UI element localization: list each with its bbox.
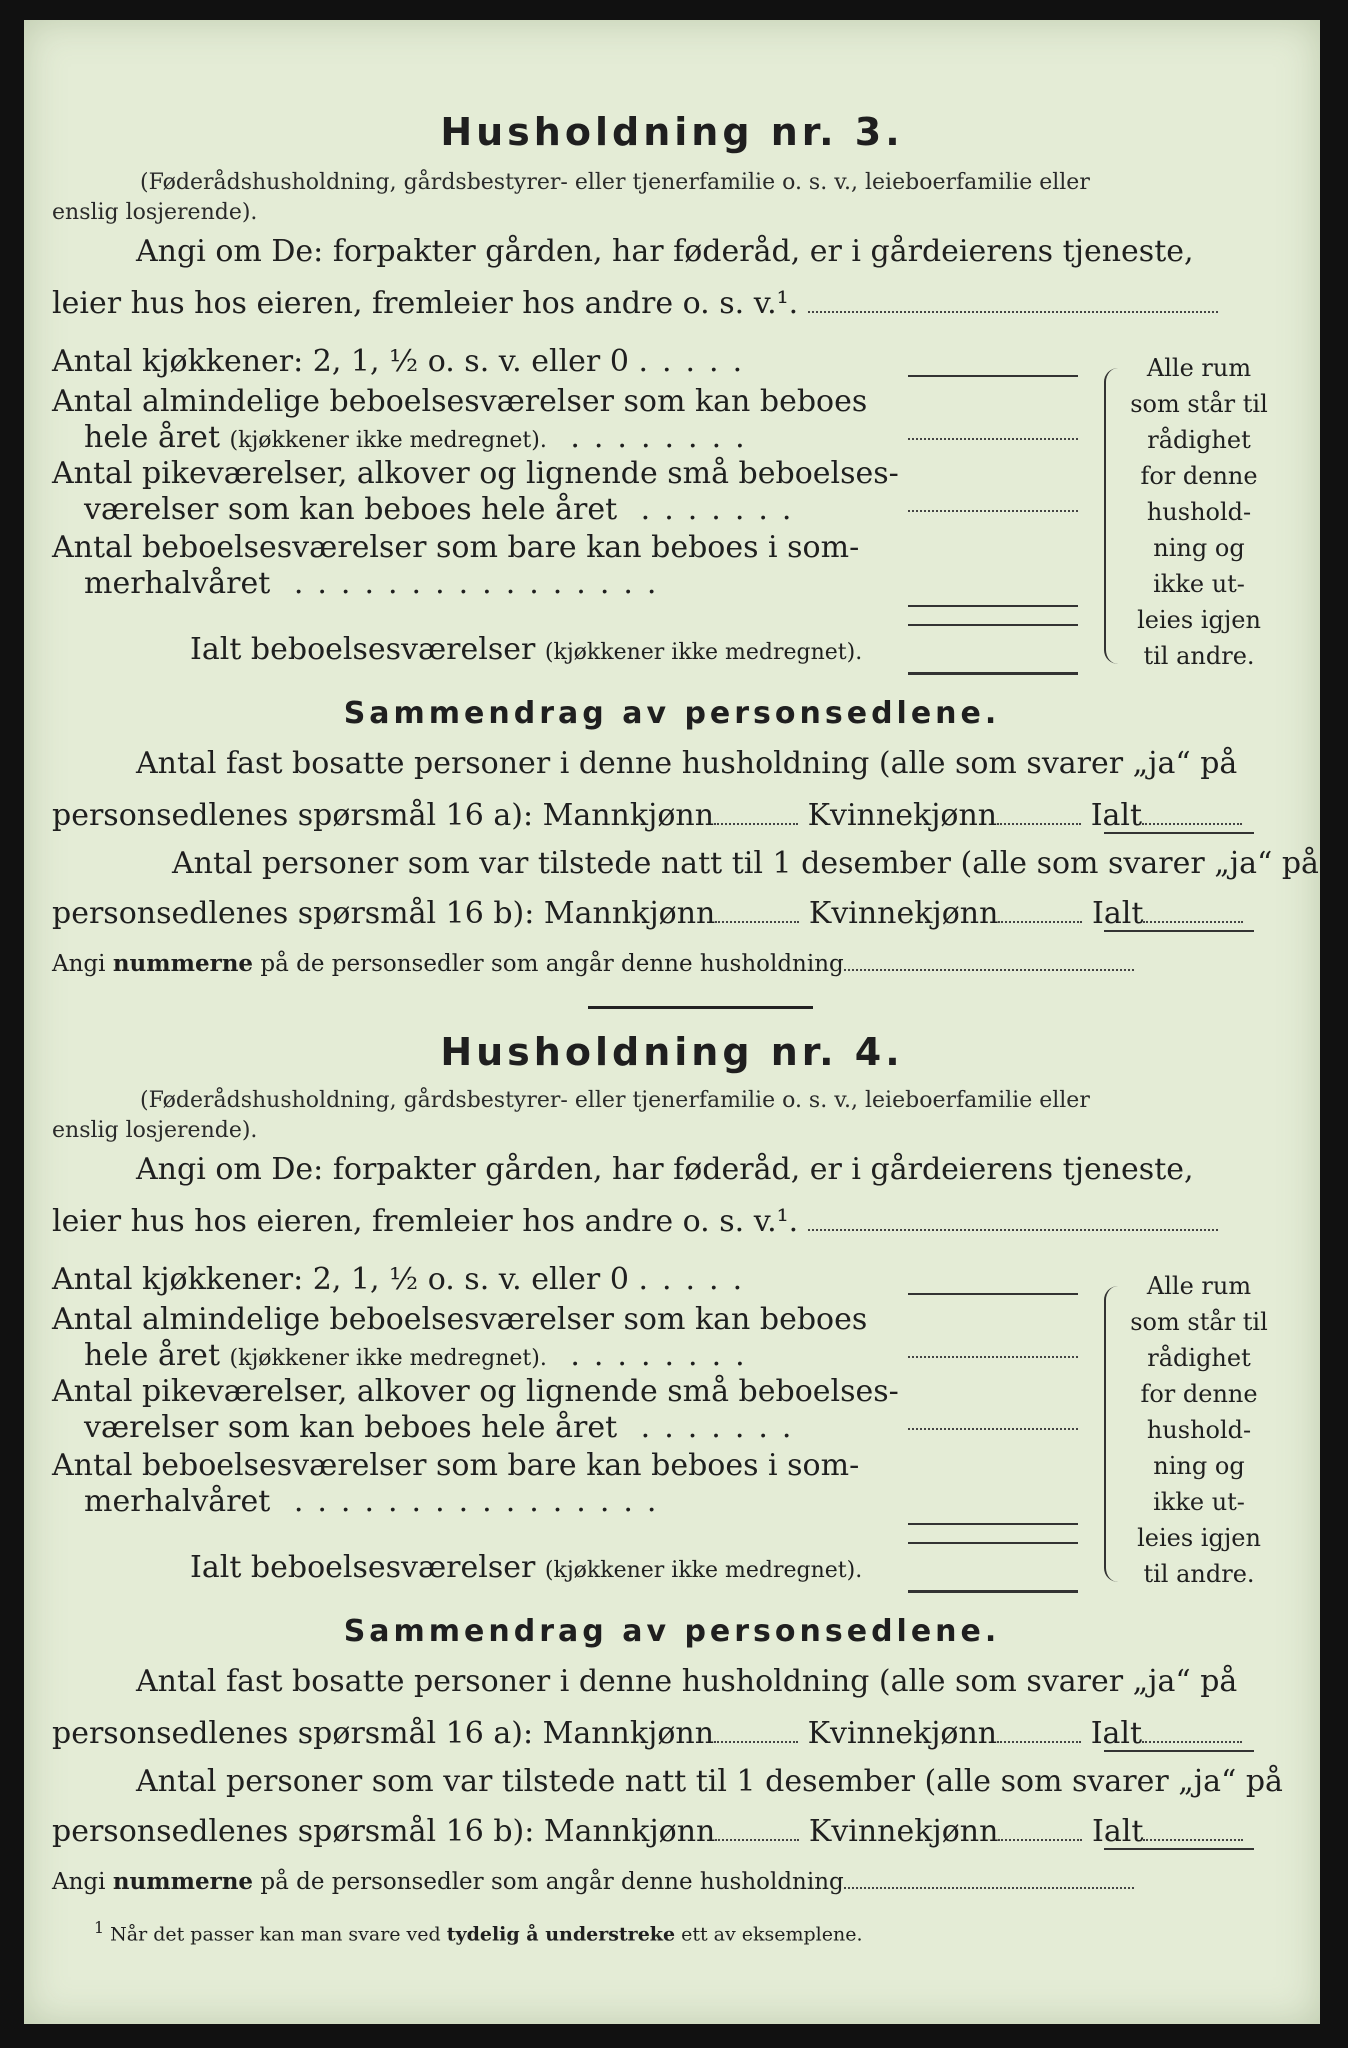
total-rooms-note: (kjøkkener ikke medregnet).: [544, 640, 863, 665]
resident-persons-ref: personsedlenes spørsmål 16 a):: [52, 798, 534, 833]
summer-rooms-answer-field[interactable]: [908, 1523, 1078, 1525]
tenure-question-cont: [52, 1204, 1218, 1239]
record-numbers-field[interactable]: [844, 1887, 1134, 1889]
ordinary-rooms-question-cont-text: hele året: [84, 420, 220, 455]
summer-rooms-question: Antal beboelsesværelser som bare kan beboes i som-: [52, 1448, 860, 1483]
footnote-text-post: ett av eksemplene.: [681, 1923, 863, 1946]
footnote: [94, 1918, 863, 1945]
record-numbers-post: på de personsedler som angår denne husholdning: [260, 951, 844, 977]
present-male-field[interactable]: [715, 1839, 799, 1841]
summer-rooms-total-rule: [908, 1542, 1078, 1544]
resident-total-field[interactable]: [1142, 1741, 1242, 1743]
total-rooms-question: [190, 1550, 862, 1585]
kitchens-answer-field[interactable]: [908, 375, 1078, 377]
rooms-side-note: [1124, 1268, 1274, 1592]
household-section-3: [24, 20, 1320, 980]
maid-rooms-question-cont: værelser som kan beboes hele året .......: [84, 1410, 806, 1445]
resident-persons-ref: personsedlenes spørsmål 16 a):: [52, 1716, 534, 1751]
side-note-line: rådighet: [1147, 426, 1251, 454]
female-label: Kvinnekjønn: [807, 798, 998, 833]
kitchens-answer-field[interactable]: [908, 1293, 1078, 1295]
tenure-question-cont-text: leier hus hos eieren, fremleier hos andre o. s. v.¹.: [52, 1204, 799, 1239]
maid-rooms-question-cont: værelser som kan beboes hele året .......: [84, 492, 806, 527]
resident-male-field[interactable]: [714, 823, 798, 825]
summer-rooms-question-cont: merhalvåret ................: [84, 1484, 671, 1519]
footnote-marker: 1: [94, 1918, 105, 1937]
total-rooms-note: (kjøkkener ikke medregnet).: [544, 1558, 863, 1583]
household-type-note-cont: enslig losjerende).: [52, 1118, 258, 1143]
present-persons-question: Antal personer som var tilstede natt til 1 desember (alle som svarer „ja“ på: [172, 846, 1319, 881]
side-note-line: hushold-: [1146, 1416, 1252, 1444]
resident-total-field[interactable]: [1142, 823, 1242, 825]
female-label: Kvinnekjønn: [808, 1814, 999, 1849]
footnote-text-bold: tydelig å understreke: [446, 1923, 676, 1946]
total-label: Ialt: [1092, 1814, 1144, 1849]
total-label: Ialt: [1090, 798, 1143, 833]
present-persons-question: Antal personer som var tilstede natt til 1 desember (alle som svarer „ja“ på: [136, 1764, 1283, 1799]
maid-rooms-question: Antal pikeværelser, alkover og lignende små beboelses-: [52, 1374, 899, 1409]
present-persons-ref: personsedlenes spørsmål 16 b):: [52, 1814, 535, 1849]
resident-persons-answers: [52, 798, 1242, 833]
record-numbers-post: på de personsedler som angår denne husholdning: [260, 1869, 844, 1895]
rooms-brace: [1104, 1286, 1118, 1582]
side-note-line: leies igjen: [1137, 1524, 1261, 1552]
male-label: Mannkjønn: [542, 1716, 715, 1751]
summer-rooms-question-cont-text: merhalvåret: [84, 566, 271, 601]
present-male-field[interactable]: [715, 921, 799, 923]
summer-rooms-question: Antal beboelsesværelser som bare kan beboes i som-: [52, 530, 860, 565]
record-numbers-bold: nummerne: [112, 1868, 254, 1895]
household-section-4: [24, 938, 1320, 1895]
maid-rooms-question-cont-text: værelser som kan beboes hele året: [84, 1410, 618, 1445]
summer-rooms-total-rule: [908, 624, 1078, 626]
total-rooms-answer-field[interactable]: [908, 1590, 1078, 1593]
kitchens-question-text: Antal kjøkkener: 2, 1, ½ o. s. v. eller 0: [52, 1262, 629, 1297]
resident-female-field[interactable]: [997, 823, 1081, 825]
present-persons-ref: personsedlenes spørsmål 16 b):: [52, 896, 535, 931]
tenure-answer-field[interactable]: [808, 311, 1218, 313]
household-type-note: (Føderådshusholdning, gårdsbestyrer- eller tjenerfamilie o. s. v., leieboerfamilie eller: [140, 170, 1090, 195]
side-note-line: som står til: [1130, 390, 1268, 418]
kitchens-question-text: Antal kjøkkener: 2, 1, ½ o. s. v. eller 0: [52, 344, 629, 379]
resident-female-field[interactable]: [997, 1741, 1081, 1743]
total-rooms-answer-field[interactable]: [908, 672, 1078, 675]
side-note-line: hushold-: [1146, 498, 1252, 526]
resident-male-field[interactable]: [714, 1741, 798, 1743]
total-rooms-question: [190, 632, 862, 667]
rooms-side-note: [1124, 350, 1274, 674]
maid-rooms-answer-field[interactable]: [908, 1428, 1078, 1430]
household-title: Husholdning nr. 4.: [440, 1030, 904, 1074]
male-label: Mannkjønn: [543, 896, 716, 931]
maid-rooms-answer-field[interactable]: [908, 510, 1078, 512]
kitchens-question: Antal kjøkkener: 2, 1, ½ o. s. v. eller 0 .....: [52, 344, 757, 379]
side-note-line: ikke ut-: [1153, 570, 1245, 598]
resident-total-rule: [1104, 1750, 1254, 1752]
male-label: Mannkjønn: [542, 798, 715, 833]
side-note-line: til andre.: [1143, 642, 1255, 670]
household-type-note-cont: enslig losjerende).: [52, 200, 258, 225]
ordinary-rooms-note: (kjøkkener ikke medregnet).: [229, 428, 547, 453]
tenure-question: Angi om De: forpakter gården, har føderåd, er i gårdeierens tjeneste,: [136, 1152, 1194, 1187]
present-total-field[interactable]: [1143, 1839, 1243, 1841]
maid-rooms-question: Antal pikeværelser, alkover og lignende små beboelses-: [52, 456, 899, 491]
resident-persons-question: Antal fast bosatte personer i denne husholdning (alle som svarer „ja“ på: [136, 746, 1238, 781]
record-numbers-question: [52, 1868, 1134, 1895]
ordinary-rooms-question: Antal almindelige beboelsesværelser som kan beboes: [52, 1302, 868, 1337]
ordinary-rooms-answer-field[interactable]: [908, 438, 1078, 440]
present-female-field[interactable]: [998, 921, 1082, 923]
resident-total-rule: [1104, 832, 1254, 834]
ordinary-rooms-question-cont: hele året (kjøkkener ikke medregnet). ........: [84, 1338, 759, 1373]
maid-rooms-question-cont-text: værelser som kan beboes hele året: [84, 492, 618, 527]
present-persons-answers: [52, 1814, 1243, 1849]
ordinary-rooms-answer-field[interactable]: [908, 1356, 1078, 1358]
footnote-text-pre: Når det passer kan man svare ved: [110, 1923, 441, 1946]
kitchens-question: Antal kjøkkener: 2, 1, ½ o. s. v. eller 0 .....: [52, 1262, 757, 1297]
census-form-page: [24, 20, 1320, 2024]
record-numbers-pre: Angi: [52, 1869, 106, 1895]
side-note-line: for denne: [1140, 462, 1258, 490]
side-note-line: Alle rum: [1146, 354, 1252, 382]
present-total-field[interactable]: [1143, 921, 1243, 923]
side-note-line: for denne: [1140, 1380, 1258, 1408]
record-numbers-bold: nummerne: [112, 950, 254, 977]
ordinary-rooms-question-cont: hele året (kjøkkener ikke medregnet). ........: [84, 420, 759, 455]
female-label: Kvinnekjønn: [807, 1716, 998, 1751]
tenure-question-cont: [52, 286, 1218, 321]
female-label: Kvinnekjønn: [808, 896, 999, 931]
household-type-note: (Føderådshusholdning, gårdsbestyrer- eller tjenerfamilie o. s. v., leieboerfamilie eller: [140, 1088, 1090, 1113]
rooms-brace: [1104, 368, 1118, 664]
summary-title: Sammendrag av personsedlene.: [343, 696, 1001, 731]
tenure-question-cont-text: leier hus hos eieren, fremleier hos andre o. s. v.¹.: [52, 286, 799, 321]
side-note-line: som står til: [1130, 1308, 1268, 1336]
side-note-line: ning og: [1153, 1452, 1245, 1480]
total-rooms-label: Ialt beboelsesværelser: [190, 632, 536, 667]
side-note-line: rådighet: [1147, 1344, 1251, 1372]
summer-rooms-answer-field[interactable]: [908, 605, 1078, 607]
resident-persons-answers: [52, 1716, 1242, 1751]
total-rooms-label: Ialt beboelsesværelser: [190, 1550, 536, 1585]
side-note-line: Alle rum: [1146, 1272, 1252, 1300]
tenure-question: Angi om De: forpakter gården, har føderåd, er i gårdeierens tjeneste,: [136, 234, 1194, 269]
record-numbers-pre: Angi: [52, 951, 106, 977]
total-label: Ialt: [1092, 896, 1144, 931]
present-female-field[interactable]: [998, 1839, 1082, 1841]
total-label: Ialt: [1090, 1716, 1143, 1751]
summer-rooms-question-cont-text: merhalvåret: [84, 1484, 271, 1519]
ordinary-rooms-question-cont-text: hele året: [84, 1338, 220, 1373]
present-total-rule: [1104, 930, 1254, 932]
ordinary-rooms-note: (kjøkkener ikke medregnet).: [229, 1346, 547, 1371]
side-note-line: til andre.: [1143, 1560, 1255, 1588]
male-label: Mannkjønn: [543, 1814, 716, 1849]
side-note-line: ikke ut-: [1153, 1488, 1245, 1516]
summary-title: Sammendrag av personsedlene.: [343, 1614, 1001, 1649]
present-total-rule: [1104, 1848, 1254, 1850]
present-persons-answers: [52, 896, 1243, 931]
household-title: Husholdning nr. 3.: [440, 110, 904, 154]
resident-persons-question: Antal fast bosatte personer i denne husholdning (alle som svarer „ja“ på: [136, 1664, 1238, 1699]
side-note-line: ning og: [1153, 534, 1245, 562]
side-note-line: leies igjen: [1137, 606, 1261, 634]
tenure-answer-field[interactable]: [808, 1229, 1218, 1231]
summer-rooms-question-cont: merhalvåret ................: [84, 566, 671, 601]
ordinary-rooms-question: Antal almindelige beboelsesværelser som kan beboes: [52, 384, 868, 419]
